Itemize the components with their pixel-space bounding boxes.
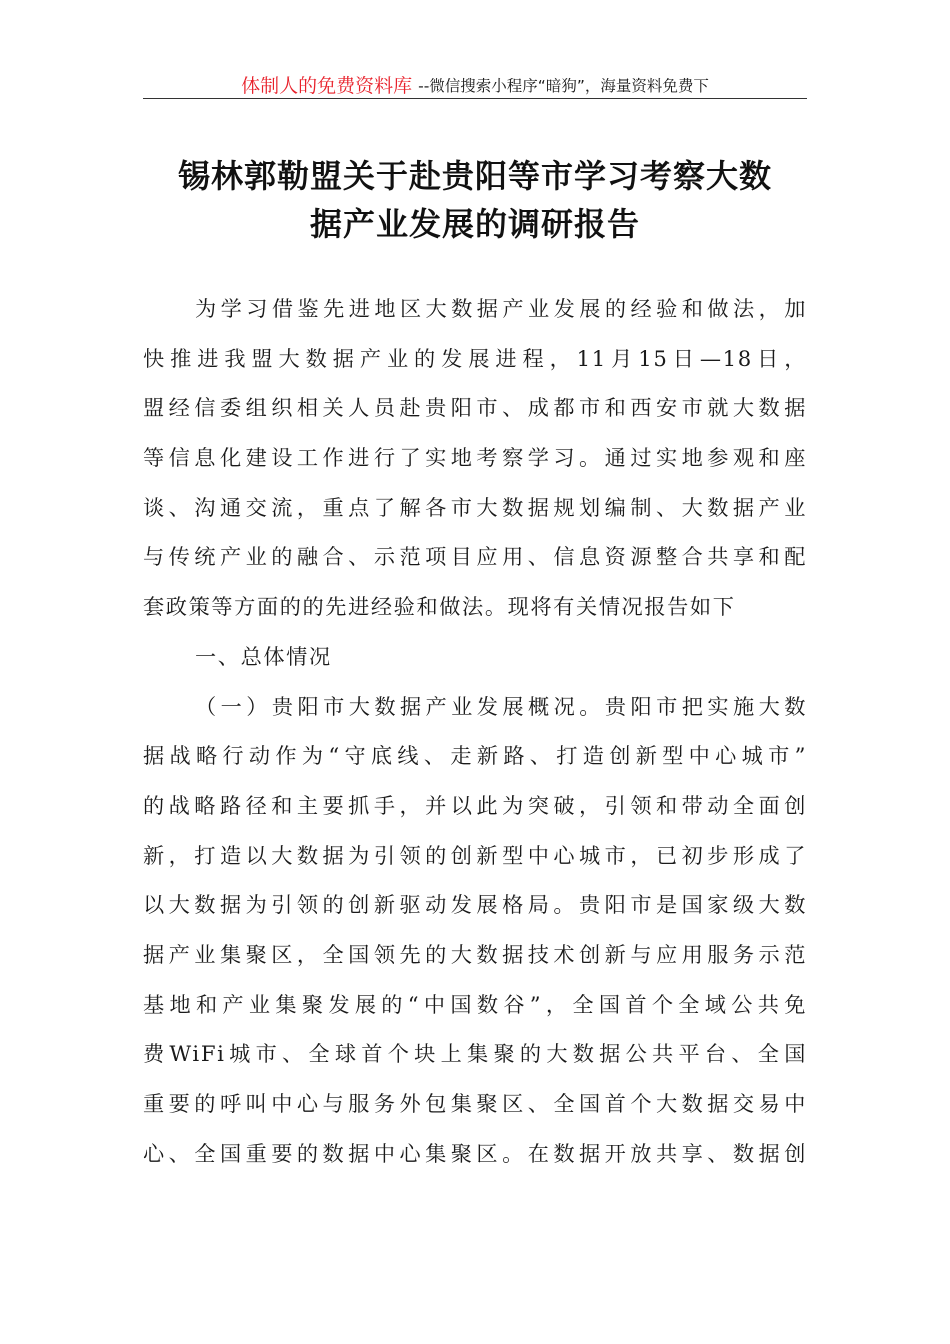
paragraph-line: 与传统产业的融合、示范项目应用、信息资源整合共享和配 — [143, 544, 807, 570]
page-header — [143, 72, 807, 99]
paragraph-line: 为学习借鉴先进地区大数据产业发展的经验和做法，加 — [195, 296, 807, 321]
section-heading: 一、总体情况 — [195, 643, 332, 669]
paragraph-line: 等信息化建设工作进行了实地考察学习。通过实地参观和座 — [143, 445, 807, 471]
document-body — [143, 284, 807, 1178]
document-title — [143, 152, 807, 248]
header-tagline: --微信搜索小程序“暗狗”，海量资料免费下 — [418, 77, 709, 95]
paragraph-line: 费WiFi城市、全球首个块上集聚的大数据公共平台、全国 — [143, 1041, 807, 1067]
paragraph-line: 据战略行动作为“守底线、走新路、打造创新型中心城市” — [143, 743, 807, 769]
header-brand: 体制人的免费资料库 — [241, 75, 413, 97]
paragraph-line: 谈、沟通交流，重点了解各市大数据规划编制、大数据产业 — [143, 494, 807, 520]
paragraph-line: （一）贵阳市大数据产业发展概况。贵阳市把实施大数 — [195, 693, 807, 719]
title-line: 锡林郭勒盟关于赴贵阳等市学习考察大数 — [177, 157, 772, 195]
paragraph-line: 盟经信委组织相关人员赴贵阳市、成都市和西安市就大数据 — [143, 395, 807, 421]
paragraph-line: 以大数据为引领的创新驱动发展格局。贵阳市是国家级大数 — [143, 892, 807, 918]
paragraph-line: 心、全国重要的数据中心集聚区。在数据开放共享、数据创 — [143, 1140, 807, 1166]
title-line: 据产业发展的调研报告 — [309, 205, 640, 243]
paragraph-line: 基地和产业集聚发展的“中国数谷”，全国首个全域公共免 — [143, 991, 807, 1017]
paragraph-line: 重要的呼叫中心与服务外包集聚区、全国首个大数据交易中 — [143, 1091, 807, 1116]
paragraph-line: 快推进我盟大数据产业的发展进程，11月15日—18日， — [143, 345, 807, 371]
paragraph-line: 套政策等方面的的先进经验和做法。现将有关情况报告如下 — [143, 594, 736, 620]
paragraph-line: 据产业集聚区，全国领先的大数据技术创新与应用服务示范 — [143, 941, 807, 967]
paragraph-line: 新，打造以大数据为引领的创新型中心城市，已初步形成了 — [143, 842, 807, 868]
paragraph-line: 的战略路径和主要抓手，并以此为突破，引领和带动全面创 — [143, 792, 807, 818]
